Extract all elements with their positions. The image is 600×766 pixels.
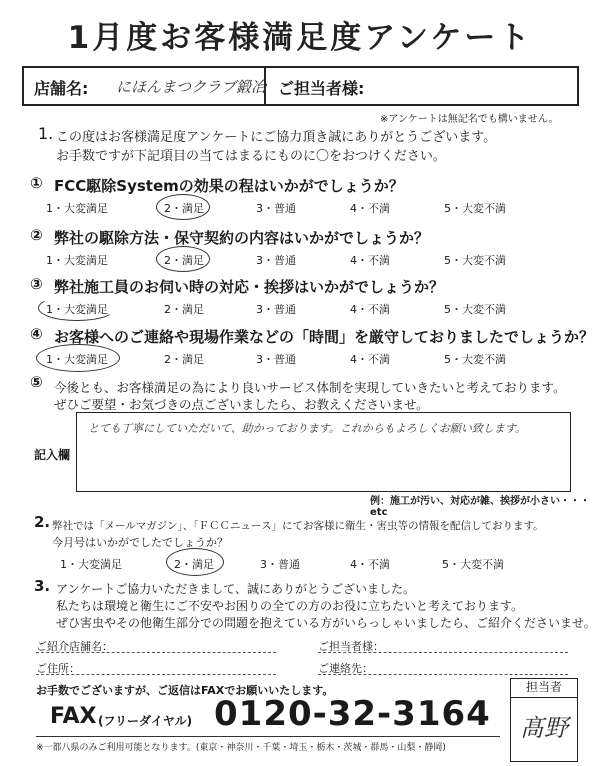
question-1-number: ①	[30, 174, 43, 192]
question-3-option-1[interactable]: 1・大変満足	[46, 303, 108, 316]
intro-number: 1.	[38, 124, 54, 143]
question-4-option-3[interactable]: 3・普通	[256, 353, 296, 366]
section-2-option-4[interactable]: 4・不満	[350, 558, 390, 571]
question-1-text: FCC駆除Systemの効果の程はいかがでしょうか？	[54, 177, 404, 195]
question-1-option-1[interactable]: 1・大変満足	[46, 202, 108, 215]
referral-staff-field[interactable]	[318, 652, 568, 653]
question-3-number: ③	[30, 275, 43, 293]
question-3-option-4[interactable]: 4・不満	[350, 303, 390, 316]
question-1-option-3[interactable]: 3・普通	[256, 202, 296, 215]
referral-address-label: ご住所：	[36, 662, 80, 675]
question-1-option-4[interactable]: 4・不満	[350, 202, 390, 215]
section-2-option-5[interactable]: 5・大変不満	[442, 558, 504, 571]
question-2-selection-mark	[156, 246, 210, 272]
section-2-selection-mark	[166, 548, 224, 576]
question-4-selection-mark	[36, 344, 120, 372]
question-3-option-3[interactable]: 3・普通	[256, 303, 296, 316]
store-name-label: 店舗名:	[34, 79, 89, 98]
referral-staff-label: ご担当者様：	[318, 640, 384, 653]
question-5-line-1: 今後とも、お客様満足の為により良いサービス体制を実現していきたいと考えております。	[54, 380, 566, 395]
fax-sub-label: (フリーダイヤル)	[98, 714, 193, 728]
area-note: ※一都八県のみご利用可能となります。(東京・神奈川・千葉・埼玉・栃木・茨城・群馬・山梨・静岡)	[36, 743, 446, 753]
referral-store-field[interactable]	[36, 652, 276, 653]
anonymous-note: ※アンケートは無記名でも構いません。	[380, 114, 559, 125]
remarks-handwritten: とても丁寧にしていただいて、助かっております。これからもよろしくお願い致します。	[88, 422, 527, 435]
question-3-option-2[interactable]: 2・満足	[164, 303, 204, 316]
question-3-text: 弊社施工員のお伺い時の対応・挨拶はいかがでしょうか？	[54, 278, 445, 296]
stamp-signature: 髙野	[520, 714, 568, 742]
section-2-option-1[interactable]: 1・大変満足	[60, 558, 122, 571]
question-4-option-1[interactable]: 1・大変満足	[46, 353, 108, 366]
section-3-line-2: 私たちは環境と衛生にご不安やお困りの全ての方のお役に立ちたいと考えております。	[56, 599, 524, 613]
section-2-option-3[interactable]: 3・普通	[260, 558, 300, 571]
question-1-selection-mark	[156, 194, 210, 220]
question-4-option-4[interactable]: 4・不満	[350, 353, 390, 366]
section-2-number: 2.	[34, 513, 51, 531]
question-1-option-2[interactable]: 2・満足	[164, 202, 204, 215]
section-2-option-2[interactable]: 2・満足	[174, 558, 214, 571]
question-4-option-5[interactable]: 5・大変不満	[444, 353, 506, 366]
question-2-option-1[interactable]: 1・大変満足	[46, 254, 108, 267]
referral-store-label: ご紹介店舗名：	[36, 640, 113, 653]
question-2-option-2[interactable]: 2・満足	[164, 254, 204, 267]
remarks-example: 例：施工が汚い、対応が雑、挨拶が小さい・・・etc	[370, 496, 590, 518]
question-5-number: ⑤	[30, 373, 43, 391]
section-3-line-1: アンケートご協力いただきまして、誠にありがとうございました。	[56, 582, 416, 596]
stamp-label: 担当者	[510, 678, 578, 698]
referral-address-field[interactable]	[36, 674, 276, 675]
question-1-option-5[interactable]: 5・大変不満	[444, 202, 506, 215]
question-4-option-2[interactable]: 2・満足	[164, 353, 204, 366]
staff-name-label: ご担当者様:	[278, 79, 365, 98]
question-2-option-5[interactable]: 5・大変不満	[444, 254, 506, 267]
question-3-selection-mark	[38, 295, 116, 321]
fax-underline	[36, 736, 500, 737]
question-3-option-5[interactable]: 5・大変不満	[444, 303, 506, 316]
section-2-line-2: 今月号はいかがでしたでしょうか？	[52, 536, 228, 549]
fax-label: FAX	[50, 704, 97, 729]
store-name-value[interactable]: にほんまつクラブ鍛冶	[116, 78, 267, 96]
intro-line-2: お手数ですが下記項目の当てはまるにものに〇をおつけください。	[56, 149, 446, 164]
referral-contact-field[interactable]	[318, 674, 568, 675]
intro-line-1: この度はお客様満足度アンケートにご協力頂き誠にありがとうございます。	[56, 130, 497, 145]
remarks-label: 記入欄	[34, 448, 71, 462]
section-2-line-1: 弊社では「メールマガジン」、「ＦＣＣニュース」にてお客様に衛生・害虫等の情報を配信しております。	[52, 520, 544, 532]
question-2-text: 弊社の駆除方法・保守契約の内容はいかがでしょうか？	[54, 229, 430, 247]
section-3-line-3: ぜひ害虫やその他衛生部分での問題を抱えている方がいらっしゃいましたら、ご紹介くださいませ。	[56, 616, 596, 630]
question-2-option-3[interactable]: 3・普通	[256, 254, 296, 267]
question-4-number: ④	[30, 325, 43, 343]
question-4-text: お客様へのご連絡や現場作業などの「時間」を厳守しておりましたでしょうか？	[54, 328, 595, 346]
section-3-number: 3.	[34, 577, 51, 595]
question-5-line-2: ぜひご要望・お気づきの点ございましたら、お教えくださいませ。	[54, 397, 429, 412]
fax-number[interactable]: 0120-32-3164	[214, 694, 491, 734]
question-2-option-4[interactable]: 4・不満	[350, 254, 390, 267]
question-2-number: ②	[30, 226, 43, 244]
fax-request: お手数でございますが、ご返信はFAXでお願いいたします。	[36, 684, 334, 697]
referral-contact-label: ご連絡先：	[318, 662, 373, 675]
page-title: 1月度お客様満足度アンケート	[67, 20, 533, 56]
